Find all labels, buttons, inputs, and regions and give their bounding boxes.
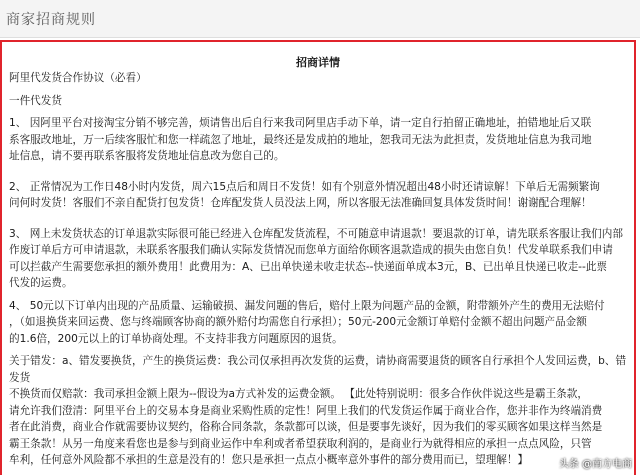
clause-line: 作废订单后方可申请退款，未联系客服我们确认实际发货情况而您单方面给你顾客退款造成的损失由您自负！代发单联系我们申请: [9, 244, 613, 256]
clause-line: 3、 网上未发货状态的订单退款实际很可能已经进入仓库配发货流程，不可随意申请退款！要退款的订单，请先联系客服让我们内部: [9, 227, 623, 240]
clause-line: ，（如退换货来回运费、您与终端顾客协商的额外赔付均需您自行承担）；50元-200元金额订单赔付金额不超出问题产品金额: [9, 316, 587, 328]
clause-line: 1、 因阿里平台对接淘宝分销不够完善，烦请售出后自行来我司阿里店手动下单，请一定自行拍留正确地址，拍错地址后又联: [9, 117, 592, 129]
agreement-title: 阿里代发货合作协议（必看）: [9, 72, 147, 84]
page-header: [0, 0, 640, 38]
panel-heading: 招商详情: [296, 56, 340, 69]
clause-line: 问何时发货！客服们不亲自配货打包发货！仓库配发货人员没法上网，所以客服无法准确回复具体发货时间！谢谢配合理解！: [9, 197, 592, 209]
clause-1: [9, 115, 629, 165]
clause-line: 2、 正常情况为工作日48小时内发货，周六15点后和周日不发货！如有个别意外情况超出48小时还请谅解！下单后无需频繁询: [9, 180, 600, 193]
clause-line: 者在此消费，商业合作就需要协议契约，俗称合同条款，条款都可以谈，但是要事先谈好，因为我们的零买顾客如果这样当然是: [9, 421, 603, 433]
clause-line: 4、 50元以下订单内出现的产品质量、运输破损、漏发问题的售后，赔付上限为问题产品的金额，附带额外产生的费用无法赔付: [9, 299, 605, 312]
clause-2: [9, 179, 629, 212]
clause-line: 代发的运费。: [9, 277, 73, 289]
clause-3: [9, 226, 629, 292]
rules-content: [9, 70, 629, 469]
rules-panel: [0, 40, 636, 475]
clause-line: 不换货而仅赔款：我司承担金额上限为--假设为a方式补发的运费金额。 【此处特别说明：很多合作伙伴说这些是霸王条款，: [9, 388, 588, 400]
section-title: 一件代发货: [9, 94, 62, 107]
clause-5: [9, 353, 629, 469]
clause-line: 系客服改地址，万一后续客服忙和您一样疏忽了地址，最终还是发成拍的地址，恕我司无法为此担责，发货地址信息为我司地: [9, 133, 592, 146]
clause-line: 霸王条款！从另一角度来看您也是参与到商业运作中牟利或者希望获取利润的，是商业行为就得相应的承担一点点风险，只管: [9, 437, 592, 450]
clause-line: 牟利，任何意外风险都不承担的生意是没有的！您只是承担一点点小概率意外事件的部分费用而已，望理解！】: [9, 454, 529, 466]
clause-line: 请允许我们澄清：阿里平台上的交易本身是商业采购性质的定性！阿里上我们的代发货运作属于商业合作，您并非作为终端消费: [9, 404, 603, 417]
clause-line: 的1.6倍，200元以上的订单协商处理。不支持非我方问题原因的退货。: [9, 332, 343, 345]
clause-4: [9, 298, 629, 348]
watermark-text: 头条 @南方电商: [558, 459, 632, 470]
clause-line: 址信息，请不要再联系客服将发货地址信息改为您自己的。: [9, 150, 285, 162]
clause-line: 可以拦截产生需要您承担的额外费用！此费用为：A、已出单快递未收走状态--快递面单成本3元，B、已出单且快递已收走--此票: [9, 260, 608, 273]
clause-line: 关于错发：a、错发要换货，产生的换货运费：我公司仅承担再次发货的运费，请协商需要退货的顾客自行承担个人发回运费，b、错发货: [9, 355, 627, 384]
page-title: 商家招商规则: [6, 12, 96, 28]
